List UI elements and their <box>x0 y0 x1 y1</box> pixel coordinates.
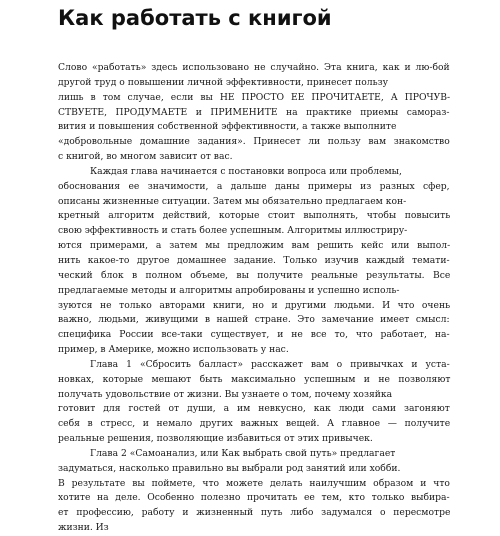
text-line: ются примерами, а затем мы предложим вам решить кейс или выпол- <box>58 240 451 252</box>
text-line: Глава 2 «Самоанализ, или Как выбрать свой путь» предлагает <box>90 447 396 459</box>
text-line: Слово «работать» здесь использовано не случайно. Эта книга, как и лю-бой <box>58 62 450 73</box>
text-line: СТВУЕТЕ, ПРОДУМАЕТЕ и ПРИМЕНИТЕ на практике приемы самораз- <box>58 106 450 118</box>
text-line: себя в стресс, и немало других важных вещей. А главное — получите <box>58 418 451 430</box>
text-line: жизни. Из <box>58 522 109 534</box>
paragraph <box>58 358 450 447</box>
text-line: ческий блок в полном объеме, вы получите реальные результаты. Все <box>58 269 451 281</box>
paragraph <box>58 165 450 358</box>
text-line: нить какое-то другое домашнее задание. Только изучив каждый темати- <box>58 254 450 266</box>
text-line: описаны жизненные ситуации. Затем мы обязательно предлагаем кон- <box>58 195 407 207</box>
text-line: кретный алгоритм действий, которые стоит выполнять, чтобы повысить <box>58 210 451 222</box>
text-line: важно, людьми, живущими в нашей стране. Это замечание имеет смысл: <box>58 314 450 326</box>
text-line: предлагаемые методы и алгоритмы апробированы и успешно исполь- <box>58 284 400 296</box>
text-line: специфика России все-таки существует, и не все то, что работает, на- <box>58 329 450 341</box>
text-line: свою эффективность и стать более успешным. Алгоритмы иллюстриру- <box>58 225 408 237</box>
text-line: с книгой, во многом зависит от вас. <box>58 151 233 163</box>
text-line: получать удовольствие от жизни. Вы узнаете о том, почему хозяйка <box>58 388 393 400</box>
text-line: зуются не только авторами книги, но и другими людьми. И что очень <box>58 299 451 311</box>
body-text <box>58 61 450 536</box>
text-line: пример, в Америке, можно использовать у нас. <box>58 344 289 356</box>
text-line: ет профессию, работу и жизненный путь либо задумался о пересмотре <box>58 507 451 519</box>
text-line: «добровольные домашние задания». Принесет ли пользу вам знакомство <box>58 136 450 148</box>
text-line: лишь в том случае, если вы НЕ ПРОСТО ЕЕ ПРОЧИТАЕТЕ, А ПРОЧУВ- <box>58 91 451 103</box>
text-line: Каждая глава начинается с постановки вопроса или проблемы, <box>90 165 402 177</box>
text-line: Глава 1 «Сбросить балласт» расскажет вам о привычках и уста- <box>90 358 450 370</box>
text-line: обоснования ее значимости, а дальше даны примеры из разных сфер, <box>58 180 450 192</box>
text-line: реальные решения, позволяющие избавиться от этих привычек. <box>58 433 373 445</box>
text-line: вития и повышения собственной эффективности, а также выполните <box>58 121 397 133</box>
page-title: Как работать с книгой <box>58 6 332 30</box>
text-line: новках, которые мешают быть максимально успешным и не позволяют <box>58 373 451 385</box>
text-line: В результате вы поймете, что можете делать наилучшим образом и что <box>58 477 450 489</box>
paragraph <box>58 61 450 165</box>
text-line: готовит для гостей от души, а им невкусно, как люди сами загоняют <box>58 403 450 415</box>
text-line: другой труд о повышении личной эффективности, принесет пользу <box>58 76 388 88</box>
paragraph <box>58 447 450 536</box>
text-line: задуматься, насколько правильно вы выбрали род занятий или хобби. <box>58 462 401 474</box>
text-line: хотите на деле. Особенно полезно прочитать ее тем, кто только выбира- <box>58 492 450 504</box>
